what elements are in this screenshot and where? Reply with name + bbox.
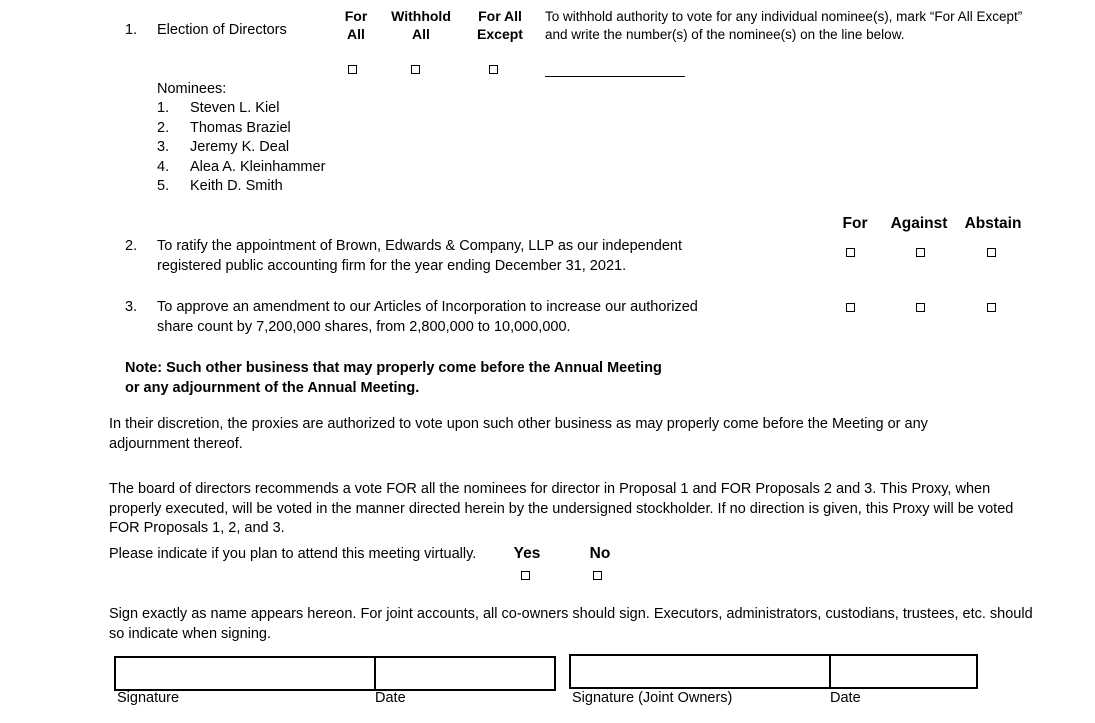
- proposal1-title: Election of Directors: [157, 22, 287, 38]
- date-label: Date: [375, 690, 406, 706]
- proposal3-number: 3.: [125, 299, 138, 315]
- discretion-paragraph: In their discretion, the proxies are authorized to vote upon such other business as may properly come before the Meeting or any adjournment thereof.: [109, 416, 928, 452]
- vote-header-against: Against: [890, 215, 948, 232]
- nominee-exception-line[interactable]: [545, 76, 685, 77]
- withhold-instruction: To withhold authority to vote for any individual nominee(s), mark “For All Except” and write the number(s) of the nominee(s) on the line below.: [545, 9, 1023, 42]
- for-all-except-checkbox[interactable]: [489, 65, 498, 74]
- nominees-label: Nominees:: [157, 81, 227, 97]
- proposal3-for-checkbox[interactable]: [846, 303, 855, 312]
- proposal3-against-checkbox[interactable]: [916, 303, 925, 312]
- proposal3-abstain-checkbox[interactable]: [987, 303, 996, 312]
- attend-yes-label: Yes: [513, 545, 541, 562]
- for-all-checkbox[interactable]: [348, 65, 357, 74]
- signature-box[interactable]: [114, 656, 556, 691]
- joint-signature-label: Signature (Joint Owners): [572, 690, 733, 706]
- vote-header-abstain: Abstain: [964, 215, 1022, 232]
- note-text: Note: Such other business that may properly come before the Annual Meeting or any adjournment of the Annual Meeting.: [125, 360, 662, 396]
- joint-signature-box[interactable]: [569, 654, 978, 689]
- attend-question: Please indicate if you plan to attend this meeting virtually.: [109, 546, 477, 562]
- col-header-for-all: For All: [344, 8, 368, 42]
- proposal2-abstain-checkbox[interactable]: [987, 248, 996, 257]
- board-recommendation-paragraph: The board of directors recommends a vote FOR all the nominees for director in Proposal 1 and FOR Proposals 2 and 3. This Proxy, when properly executed, will be voted in the manner directed herein by the undersigned stockholder. If no direction is given, this Proxy will be voted FOR Proposals 1, 2, and 3.: [109, 481, 1014, 536]
- withhold-all-checkbox[interactable]: [411, 65, 420, 74]
- proposal2-number: 2.: [125, 238, 138, 254]
- joint-signature-date-divider: [829, 654, 831, 689]
- proposal3-text: To approve an amendment to our Articles of Incorporation to increase our authorized share count by 7,200,000 shares, from 2,800,000 to 10,000,000.: [157, 299, 698, 335]
- proposal2-text: To ratify the appointment of Brown, Edwards & Company, LLP as our independent registered public accounting firm for the year ending December 31, 2021.: [157, 238, 682, 274]
- proposal1-number: 1.: [125, 22, 138, 38]
- signature-label: Signature: [117, 690, 180, 706]
- signature-date-divider: [374, 656, 376, 691]
- attend-no-label: No: [589, 545, 611, 562]
- proposal2-for-checkbox[interactable]: [846, 248, 855, 257]
- col-header-for-all-except: For All Except: [477, 8, 523, 42]
- proposal2-against-checkbox[interactable]: [916, 248, 925, 257]
- joint-date-label: Date: [830, 690, 861, 706]
- col-header-withhold-all: Withhold All: [391, 8, 451, 42]
- attend-no-checkbox[interactable]: [593, 571, 602, 580]
- vote-header-for: For: [842, 215, 868, 232]
- attend-yes-checkbox[interactable]: [521, 571, 530, 580]
- sign-instructions: Sign exactly as name appears hereon. For joint accounts, all co-owners should sign. Executors, administrators, custodians, trustees, etc. should so indicate when signing.: [109, 606, 1033, 642]
